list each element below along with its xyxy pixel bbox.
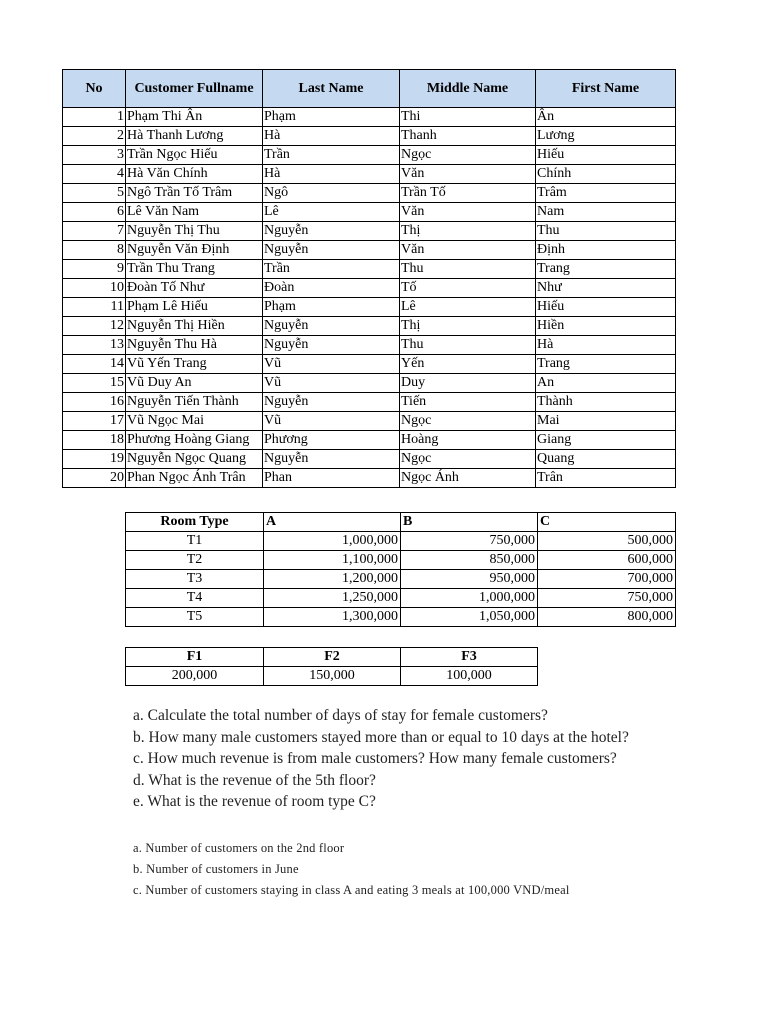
customer-table-body xyxy=(63,108,676,488)
cell-no: 7 xyxy=(63,222,126,241)
cell-fullname: Hà Thanh Lương xyxy=(126,127,263,146)
cell-last-name: Nguyễn xyxy=(263,317,400,336)
customer-table xyxy=(62,69,676,488)
room-table-body xyxy=(126,532,676,627)
cell-fullname: Đoàn Tố Như xyxy=(126,279,263,298)
cell-no: 16 xyxy=(63,393,126,412)
cell-last-name: Hà xyxy=(263,165,400,184)
cell-price-c: 800,000 xyxy=(538,608,676,627)
cell-last-name: Phạm xyxy=(263,108,400,127)
table-row xyxy=(63,336,676,355)
header-customer-fullname: Customer Fullname xyxy=(126,70,263,108)
header-last-name: Last Name xyxy=(263,70,400,108)
cell-first-name: Thành xyxy=(536,393,676,412)
cell-first-name: Chính xyxy=(536,165,676,184)
subquestion-b: b. Number of customers in June xyxy=(133,862,299,876)
cell-first-name: Trân xyxy=(536,469,676,488)
cell-first-name: Thu xyxy=(536,222,676,241)
cell-no: 9 xyxy=(63,260,126,279)
header-f3: F3 xyxy=(401,648,538,667)
table-row xyxy=(63,393,676,412)
cell-fullname: Vũ Duy An xyxy=(126,374,263,393)
cell-last-name: Nguyễn xyxy=(263,222,400,241)
cell-no: 4 xyxy=(63,165,126,184)
cell-last-name: Hà xyxy=(263,127,400,146)
table-row xyxy=(63,450,676,469)
cell-middle-name: Tiến xyxy=(400,393,536,412)
cell-first-name: Định xyxy=(536,241,676,260)
cell-last-name: Trần xyxy=(263,260,400,279)
question-b: b. How many male customers stayed more than or equal to 10 days at the hotel? xyxy=(133,728,629,746)
cell-middle-name: Lê xyxy=(400,298,536,317)
cell-middle-name: Yến xyxy=(400,355,536,374)
table-row xyxy=(63,260,676,279)
cell-no: 18 xyxy=(63,431,126,450)
cell-fullname: Lê Văn Nam xyxy=(126,203,263,222)
floor-price-table xyxy=(125,647,538,686)
cell-first-name: Lương xyxy=(536,127,676,146)
cell-no: 12 xyxy=(63,317,126,336)
cell-no: 20 xyxy=(63,469,126,488)
cell-no: 17 xyxy=(63,412,126,431)
cell-last-name: Nguyễn xyxy=(263,450,400,469)
cell-last-name: Lê xyxy=(263,203,400,222)
cell-no: 8 xyxy=(63,241,126,260)
cell-fullname: Nguyễn Thị Hiền xyxy=(126,317,263,336)
cell-price-a: 1,100,000 xyxy=(264,551,401,570)
cell-middle-name: Thị xyxy=(400,222,536,241)
cell-middle-name: Thu xyxy=(400,336,536,355)
cell-middle-name: Thanh xyxy=(400,127,536,146)
table-row xyxy=(63,165,676,184)
cell-middle-name: Ngọc xyxy=(400,450,536,469)
table-row xyxy=(63,412,676,431)
table-row xyxy=(63,127,676,146)
table-row xyxy=(63,241,676,260)
table-row xyxy=(63,279,676,298)
header-room-type: Room Type xyxy=(126,513,264,532)
cell-room-type: T5 xyxy=(126,608,264,627)
value-f1: 200,000 xyxy=(126,667,264,686)
cell-last-name: Nguyễn xyxy=(263,393,400,412)
cell-last-name: Vũ xyxy=(263,374,400,393)
cell-no: 10 xyxy=(63,279,126,298)
table-row xyxy=(126,551,676,570)
cell-fullname: Phạm Thi Ân xyxy=(126,108,263,127)
cell-fullname: Phạm Lê Hiếu xyxy=(126,298,263,317)
cell-fullname: Vũ Yến Trang xyxy=(126,355,263,374)
cell-first-name: Như xyxy=(536,279,676,298)
cell-last-name: Vũ xyxy=(263,412,400,431)
header-f1: F1 xyxy=(126,648,264,667)
cell-room-type: T3 xyxy=(126,570,264,589)
cell-middle-name: Hoàng xyxy=(400,431,536,450)
questions-list xyxy=(133,705,629,813)
cell-no: 6 xyxy=(63,203,126,222)
table-row xyxy=(63,469,676,488)
cell-middle-name: Tố xyxy=(400,279,536,298)
cell-first-name: Hiền xyxy=(536,317,676,336)
cell-room-type: T4 xyxy=(126,589,264,608)
cell-no: 5 xyxy=(63,184,126,203)
cell-fullname: Phan Ngọc Ánh Trân xyxy=(126,469,263,488)
header-no: No xyxy=(63,70,126,108)
cell-first-name: Quang xyxy=(536,450,676,469)
cell-last-name: Trần xyxy=(263,146,400,165)
table-row xyxy=(126,608,676,627)
cell-price-c: 700,000 xyxy=(538,570,676,589)
cell-middle-name: Duy xyxy=(400,374,536,393)
header-f2: F2 xyxy=(264,648,401,667)
question-a: a. Calculate the total number of days of stay for female customers? xyxy=(133,707,548,724)
cell-first-name: An xyxy=(536,374,676,393)
cell-price-b: 750,000 xyxy=(401,532,538,551)
cell-no: 15 xyxy=(63,374,126,393)
cell-middle-name: Thu xyxy=(400,260,536,279)
cell-middle-name: Ngọc xyxy=(400,412,536,431)
table-row xyxy=(126,532,676,551)
cell-price-b: 1,000,000 xyxy=(401,589,538,608)
table-row xyxy=(63,108,676,127)
cell-fullname: Nguyễn Văn Định xyxy=(126,241,263,260)
cell-fullname: Trần Ngọc Hiếu xyxy=(126,146,263,165)
cell-fullname: Nguyễn Tiến Thành xyxy=(126,393,263,412)
cell-price-b: 950,000 xyxy=(401,570,538,589)
floor-table-header xyxy=(126,648,538,667)
cell-first-name: Trang xyxy=(536,355,676,374)
cell-price-a: 1,200,000 xyxy=(264,570,401,589)
cell-first-name: Trang xyxy=(536,260,676,279)
cell-middle-name: Ngọc Ánh xyxy=(400,469,536,488)
question-c: c. How much revenue is from male customers? How many female customers? xyxy=(133,750,617,767)
cell-last-name: Ngô xyxy=(263,184,400,203)
cell-price-c: 750,000 xyxy=(538,589,676,608)
cell-price-c: 600,000 xyxy=(538,551,676,570)
table-row xyxy=(63,431,676,450)
header-middle-name: Middle Name xyxy=(400,70,536,108)
table-row xyxy=(63,222,676,241)
cell-last-name: Phương xyxy=(263,431,400,450)
cell-last-name: Phạm xyxy=(263,298,400,317)
header-class-b: B xyxy=(401,513,538,532)
header-class-c: C xyxy=(538,513,676,532)
cell-last-name: Phan xyxy=(263,469,400,488)
cell-no: 13 xyxy=(63,336,126,355)
subquestion-c: c. Number of customers staying in class A and eating 3 meals at 100,000 VND/meal xyxy=(133,883,570,897)
cell-fullname: Nguyễn Thu Hà xyxy=(126,336,263,355)
cell-middle-name: Thi xyxy=(400,108,536,127)
cell-fullname: Trần Thu Trang xyxy=(126,260,263,279)
room-price-table xyxy=(125,512,676,627)
cell-last-name: Đoàn xyxy=(263,279,400,298)
table-row xyxy=(63,317,676,336)
cell-first-name: Giang xyxy=(536,431,676,450)
cell-no: 1 xyxy=(63,108,126,127)
table-row xyxy=(63,355,676,374)
cell-no: 11 xyxy=(63,298,126,317)
table-row xyxy=(63,298,676,317)
cell-price-c: 500,000 xyxy=(538,532,676,551)
cell-middle-name: Ngọc xyxy=(400,146,536,165)
table-row xyxy=(126,570,676,589)
cell-no: 14 xyxy=(63,355,126,374)
cell-price-b: 850,000 xyxy=(401,551,538,570)
header-first-name: First Name xyxy=(536,70,676,108)
value-f3: 100,000 xyxy=(401,667,538,686)
customer-table-header xyxy=(63,70,676,108)
cell-room-type: T2 xyxy=(126,551,264,570)
room-table-header xyxy=(126,513,676,532)
cell-middle-name: Văn xyxy=(400,241,536,260)
cell-no: 19 xyxy=(63,450,126,469)
cell-fullname: Nguyễn Ngọc Quang xyxy=(126,450,263,469)
cell-price-b: 1,050,000 xyxy=(401,608,538,627)
cell-first-name: Trâm xyxy=(536,184,676,203)
table-row xyxy=(63,203,676,222)
cell-last-name: Vũ xyxy=(263,355,400,374)
cell-fullname: Hà Văn Chính xyxy=(126,165,263,184)
question-e: e. What is the revenue of room type C? xyxy=(133,793,376,810)
cell-first-name: Nam xyxy=(536,203,676,222)
header-class-a: A xyxy=(264,513,401,532)
subquestions-list xyxy=(133,838,570,901)
cell-fullname: Vũ Ngọc Mai xyxy=(126,412,263,431)
subquestion-a: a. Number of customers on the 2nd floor xyxy=(133,841,345,855)
cell-first-name: Hiếu xyxy=(536,298,676,317)
cell-fullname: Nguyễn Thị Thu xyxy=(126,222,263,241)
cell-middle-name: Văn xyxy=(400,203,536,222)
question-d: d. What is the revenue of the 5th floor? xyxy=(133,771,376,789)
cell-first-name: Mai xyxy=(536,412,676,431)
table-row xyxy=(63,184,676,203)
value-f2: 150,000 xyxy=(264,667,401,686)
cell-middle-name: Trần Tố xyxy=(400,184,536,203)
cell-middle-name: Thị xyxy=(400,317,536,336)
cell-price-a: 1,300,000 xyxy=(264,608,401,627)
table-row xyxy=(63,374,676,393)
cell-first-name: Ân xyxy=(536,108,676,127)
floor-table-values xyxy=(126,667,538,686)
cell-first-name: Hà xyxy=(536,336,676,355)
cell-last-name: Nguyễn xyxy=(263,336,400,355)
cell-price-a: 1,250,000 xyxy=(264,589,401,608)
cell-first-name: Hiếu xyxy=(536,146,676,165)
cell-no: 3 xyxy=(63,146,126,165)
table-row xyxy=(126,589,676,608)
cell-price-a: 1,000,000 xyxy=(264,532,401,551)
cell-fullname: Ngô Trần Tố Trâm xyxy=(126,184,263,203)
cell-middle-name: Văn xyxy=(400,165,536,184)
cell-no: 2 xyxy=(63,127,126,146)
table-row xyxy=(63,146,676,165)
cell-last-name: Nguyễn xyxy=(263,241,400,260)
cell-room-type: T1 xyxy=(126,532,264,551)
cell-fullname: Phương Hoàng Giang xyxy=(126,431,263,450)
